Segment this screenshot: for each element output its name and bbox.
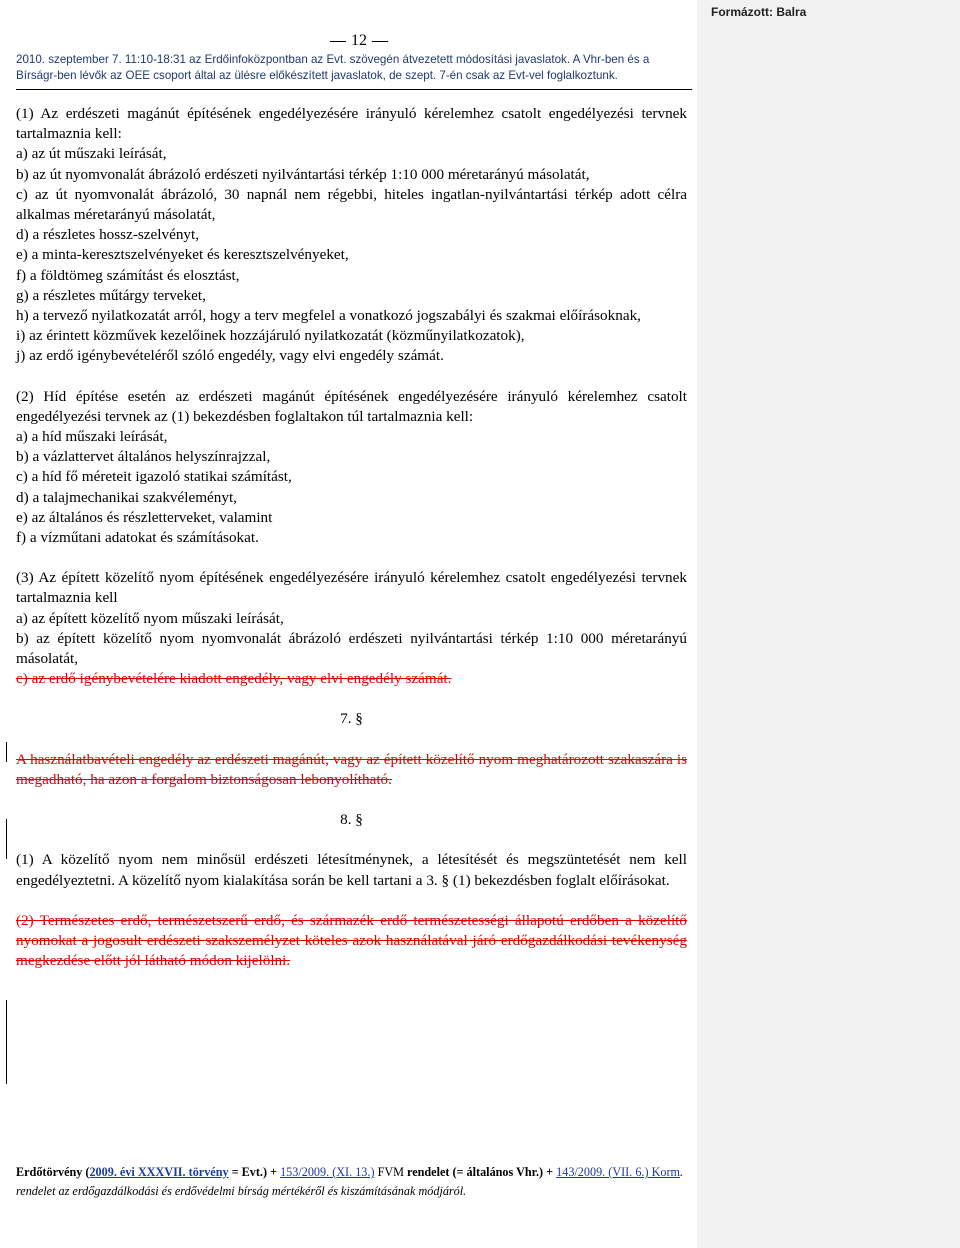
footer-link-fvm-rendelet[interactable]: 153/2009. (XI. 13.) [280,1165,375,1179]
comment-sidebar [697,0,960,1248]
footer-text: rendelet (= általános Vhr.) + [403,1165,557,1179]
spacer [16,790,687,810]
list-item: d) a részletes hossz-szelvényt, [16,226,200,244]
page-number [325,32,393,50]
deleted-list-item: c) az erdő igénybevételére kiadott engedély, vagy elvi engedély számát. [16,670,452,688]
change-bar [6,819,7,859]
paragraph-7-heading: 7. § [340,710,363,728]
paragraph-8-subsection-2-deleted: (2) Természetes erdő, természetszerű erdő, és származék erdő természetességi állapotú erdőben a közelítő nyomokat a jogosult erdészeti szakszemélyzet köteles azok használatával járó erdőgazdálkodási tevékenység megkezdése előtt jól látható módon kijelölni. [16,911,687,970]
list-item: f) a vízműtani adatokat és számításokat. [16,529,259,547]
spacer [16,548,687,568]
list-item: f) a földtömeg számítást és elosztást, [16,266,240,284]
page-number-dash-left [330,41,346,42]
document-header [16,52,692,84]
list-item: h) a tervező nyilatkozatát arról, hogy a terv megfelel a vonatkozó jogszabályi és szakmai előírásoknak, [16,307,641,325]
footer-link-korm-rendelet[interactable]: 143/2009. (VII. 6.) Korm [556,1165,681,1179]
list-item: e) a minta-keresztszelvényeket és keresztszelvényeket, [16,246,349,264]
document-footer [16,1163,684,1201]
paragraph-8-subsection-1: (1) A közelítő nyom nem minősül erdészeti létesítménynek, a létesítését és megszüntetését nem kell engedélyeztetni. A közelítő nyom kialakítása során be kell tartani a 3. § (1) bekezdésben foglalt előírásokat. [16,851,687,889]
spacer [16,730,687,750]
page-number-dash-right [372,41,388,42]
footer-text: . rendelet az erdőgazdálkodási és erdővédelmi bírság mértékéről és kiszámításának módjáról. [16,1165,684,1198]
list-item: b) az út nyomvonalát ábrázoló erdészeti nyilvántartási térkép 1:10 000 méretarányú másolatát, [16,165,590,183]
footer-text: = Evt.) + [228,1165,281,1179]
change-bar [6,742,7,762]
list-item: a) az épített közelítő nyom műszaki leírását, [16,609,284,627]
change-bar [6,1000,7,1084]
list-item: g) a részletes műtárgy terveket, [16,286,206,304]
list-item: b) a vázlattervet általános helyszínrajzzal, [16,448,271,466]
list-item: c) a híd fő méreteit igazoló statikai számítást, [16,468,292,486]
format-comment-label: Formázott: Balra [711,5,807,19]
header-line-1: 2010. szeptember 7. 11:10-18:31 az Erdőinfoközpontban az Evt. szövegén átvezetett módosítási javaslatok. A Vhr-ben és a [16,53,650,66]
spacer [16,891,687,911]
list-item: i) az érintett közművek kezelőinek hozzájáruló nyilatkozatát (közműnyilatkozatok), [16,327,525,345]
spacer [16,689,687,709]
header-line-2: Bírságr-ben lévők az OEE csoport által az ülésre előkészített javaslatok, de szept. 7-én csak az Evt-vel foglalkoztunk. [16,69,618,82]
list-item: b) az épített közelítő nyom nyomvonalát ábrázoló erdészeti nyilvántartási térkép 1:10 000 méretarányú másolatát, [16,629,687,668]
footer-text: FVM [374,1165,404,1179]
list-item: c) az út nyomvonalát ábrázoló, 30 napnál nem régebbi, hiteles ingatlan-nyilvántartási térkép adott célra alkalmas méretarányú másolatát, [16,185,687,224]
spacer [16,830,687,850]
footer-link-evt[interactable]: 2009. évi XXXVII. törvény [89,1165,229,1179]
list-item: a) az út műszaki leírását, [16,145,167,163]
footer-text: Erdőtörvény ( [16,1165,90,1179]
list-item: e) az általános és részletterveket, valamint [16,508,273,526]
section-2-intro: (2) Híd építése esetén az erdészeti magánút építésének engedélyezésére irányuló kérelemhez csatolt engedélyezési tervnek az (1) bekezdésben foglaltakon túl tartalmaznia kell: [16,387,687,425]
header-divider [16,89,692,90]
section-1-intro: (1) Az erdészeti magánút építésének engedélyezésére irányuló kérelemhez csatolt engedélyezési tervnek tartalmaznia kell: [16,105,687,143]
list-item: d) a talajmechanikai szakvéleményt, [16,488,237,506]
page-number-value: 12 [351,32,367,49]
section-3-intro: (3) Az épített közelítő nyom építésének engedélyezésére irányuló kérelemhez csatolt engedélyezési tervnek tartalmaznia kell [16,569,687,607]
list-item: a) a híd műszaki leírását, [16,428,168,446]
document-body [16,104,687,971]
list-item: j) az erdő igénybevételéről szóló engedély, vagy elvi engedély számát. [16,347,444,365]
spacer [16,367,687,387]
paragraph-7-deleted-text: A használatbavételi engedély az erdészeti magánút, vagy az épített közelítő nyom meghatározott szakaszára is megadható, ha azon a forgalom biztonságosan lebonyolítható. [16,750,687,788]
paragraph-8-heading: 8. § [340,811,363,829]
